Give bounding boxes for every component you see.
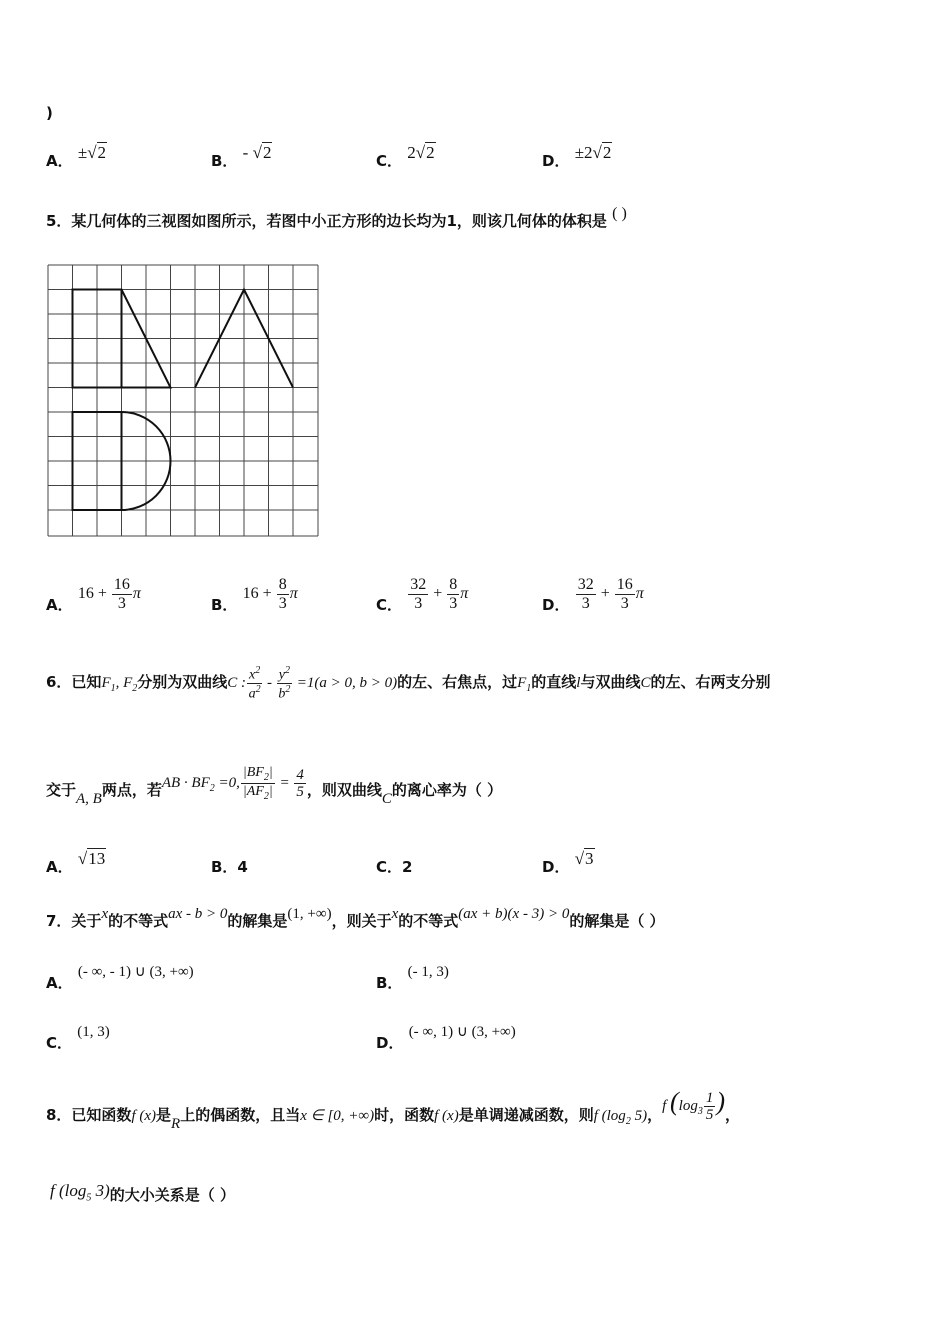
q4-a-label: A． [46,152,73,170]
q6-hyperbola: C : $\frac{x^2}{a^2}$ - $\frac{y^2}{b^2}$ =1(a > 0, b > 0) [227,665,398,702]
q7-option-c: C． (1, 3) [46,1024,110,1052]
q6-f1f2: $F_1$, $F_2$ [101,675,138,694]
q6-line1: 6．已知$F_1$, $F_2$分别为双曲线C : $\frac{x^2}{a^2}$ - $\frac{y^2}{b^2}$ =1(a > 0, b > 0)的左、右焦点，过$F_1$的直线l与双曲线C的左、右两支分别 [46,665,771,702]
q4-option-b [211,143,272,171]
grid-lines [48,265,318,536]
q4-d-value: ±2√2 [574,143,612,162]
q5-stem-text: 5．某几何体的三视图如图所示，若图中小正方形的边长均为1，则该几何体的体积是 [46,212,607,230]
q6-d-value: √3 [574,849,594,868]
q8-value-2: f ($\log_3$ $\frac{1}{5}$ ) [662,1087,726,1124]
q4-b-value: - √2 [242,143,272,162]
q5-b-label: B． [211,595,238,614]
q5-c-label: C． [376,595,403,614]
q5-d-value: $\frac{32}{3}$ + $\frac{16}{3}$ π [577,576,644,612]
q7-c-value: (1, 3) [77,1024,110,1040]
q4-c-label: C． [376,152,403,170]
q5-a-label: A． [46,595,73,614]
q7-d-value: (- ∞, 1) ∪ (3, +∞) [408,1024,516,1040]
q4-b-label: B． [211,152,238,170]
q7-option-b: B． (- 1, 3) [376,964,449,992]
q4-a-value: ±√2 [77,143,107,162]
q7-solution-set: (1, +∞) [287,906,332,922]
q8-domain: x ∈ [0, +∞) [300,1108,375,1124]
q5-option-b [211,576,298,624]
q5-option-c [376,576,469,624]
q4-option-a [46,143,107,171]
q5-a-value: 16 + $\frac{16}{3}$ π [77,576,141,612]
q8-line1: 8．已知函数f (x)是R上的偶函数，且当x ∈ [0, +∞)时，函数f (x)是单调递减函数，则f ($\log_2$ 5)，f ($\log_3$ $\frac{1}{5}$ )， [46,1087,741,1132]
q4-d-label: D． [542,152,570,170]
q7-stem: 7．关于x的不等式ax - b > 0的解集是(1, +∞)，则关于x的不等式(ax + b)(x - 3) > 0的解集是（ ） [46,906,665,930]
q6-option-d: D． √3 [542,849,594,876]
q8-value-3: f ($\log_5$ 3) [50,1181,110,1204]
q5-stem [46,205,627,231]
q6-a-value: √13 [77,849,106,868]
three-view-figure [47,264,320,538]
q8-value-1: f ($\log_2$ 5) [593,1108,648,1127]
q6-condition: AB · $BF_2 =0$, $\frac{|BF_2|}{|AF_2|}$ = $\frac{4}{5}$ [161,765,304,802]
q6-option-b: B．4 [211,858,248,876]
q5-b-value: 16 + $\frac{8}{3}$ π [242,576,298,612]
q7-inequality-1: ax - b > 0 [168,906,228,922]
q7-b-value: (- 1, 3) [407,964,449,980]
q6-option-a: A． √13 [46,849,106,876]
q7-option-a: A． (- ∞, - 1) ∪ (3, +∞) [46,964,194,992]
q6-points: A, B [76,791,102,807]
q8-line2: f ($\log_5$ 3)的大小关系是（ ） [50,1181,236,1204]
q7-a-value: (- ∞, - 1) ∪ (3, +∞) [77,964,194,980]
fragment-paren: ) [46,104,53,122]
q5-option-a [46,576,141,624]
q5-d-label: D． [542,595,570,614]
q7-inequality-2: (ax + b)(x - 3) > 0 [458,906,570,922]
q5-paren: ( ) [612,205,627,222]
q4-option-d [542,143,612,171]
q5-c-value: $\frac{32}{3}$ + $\frac{8}{3}$ π [410,576,469,612]
q7-option-d: D． (- ∞, 1) ∪ (3, +∞) [376,1024,516,1052]
q4-c-value: 2√2 [407,143,435,162]
q6-option-c: C．2 [376,858,413,876]
q4-option-c [376,143,436,171]
q5-option-d [542,576,644,624]
q6-line2: 交于A, B两点，若AB · $BF_2 =0$, $\frac{|BF_2|}{|AF_2|}$ = $\frac{4}{5}$ ，则双曲线C的离心率为（ ） [46,765,503,807]
